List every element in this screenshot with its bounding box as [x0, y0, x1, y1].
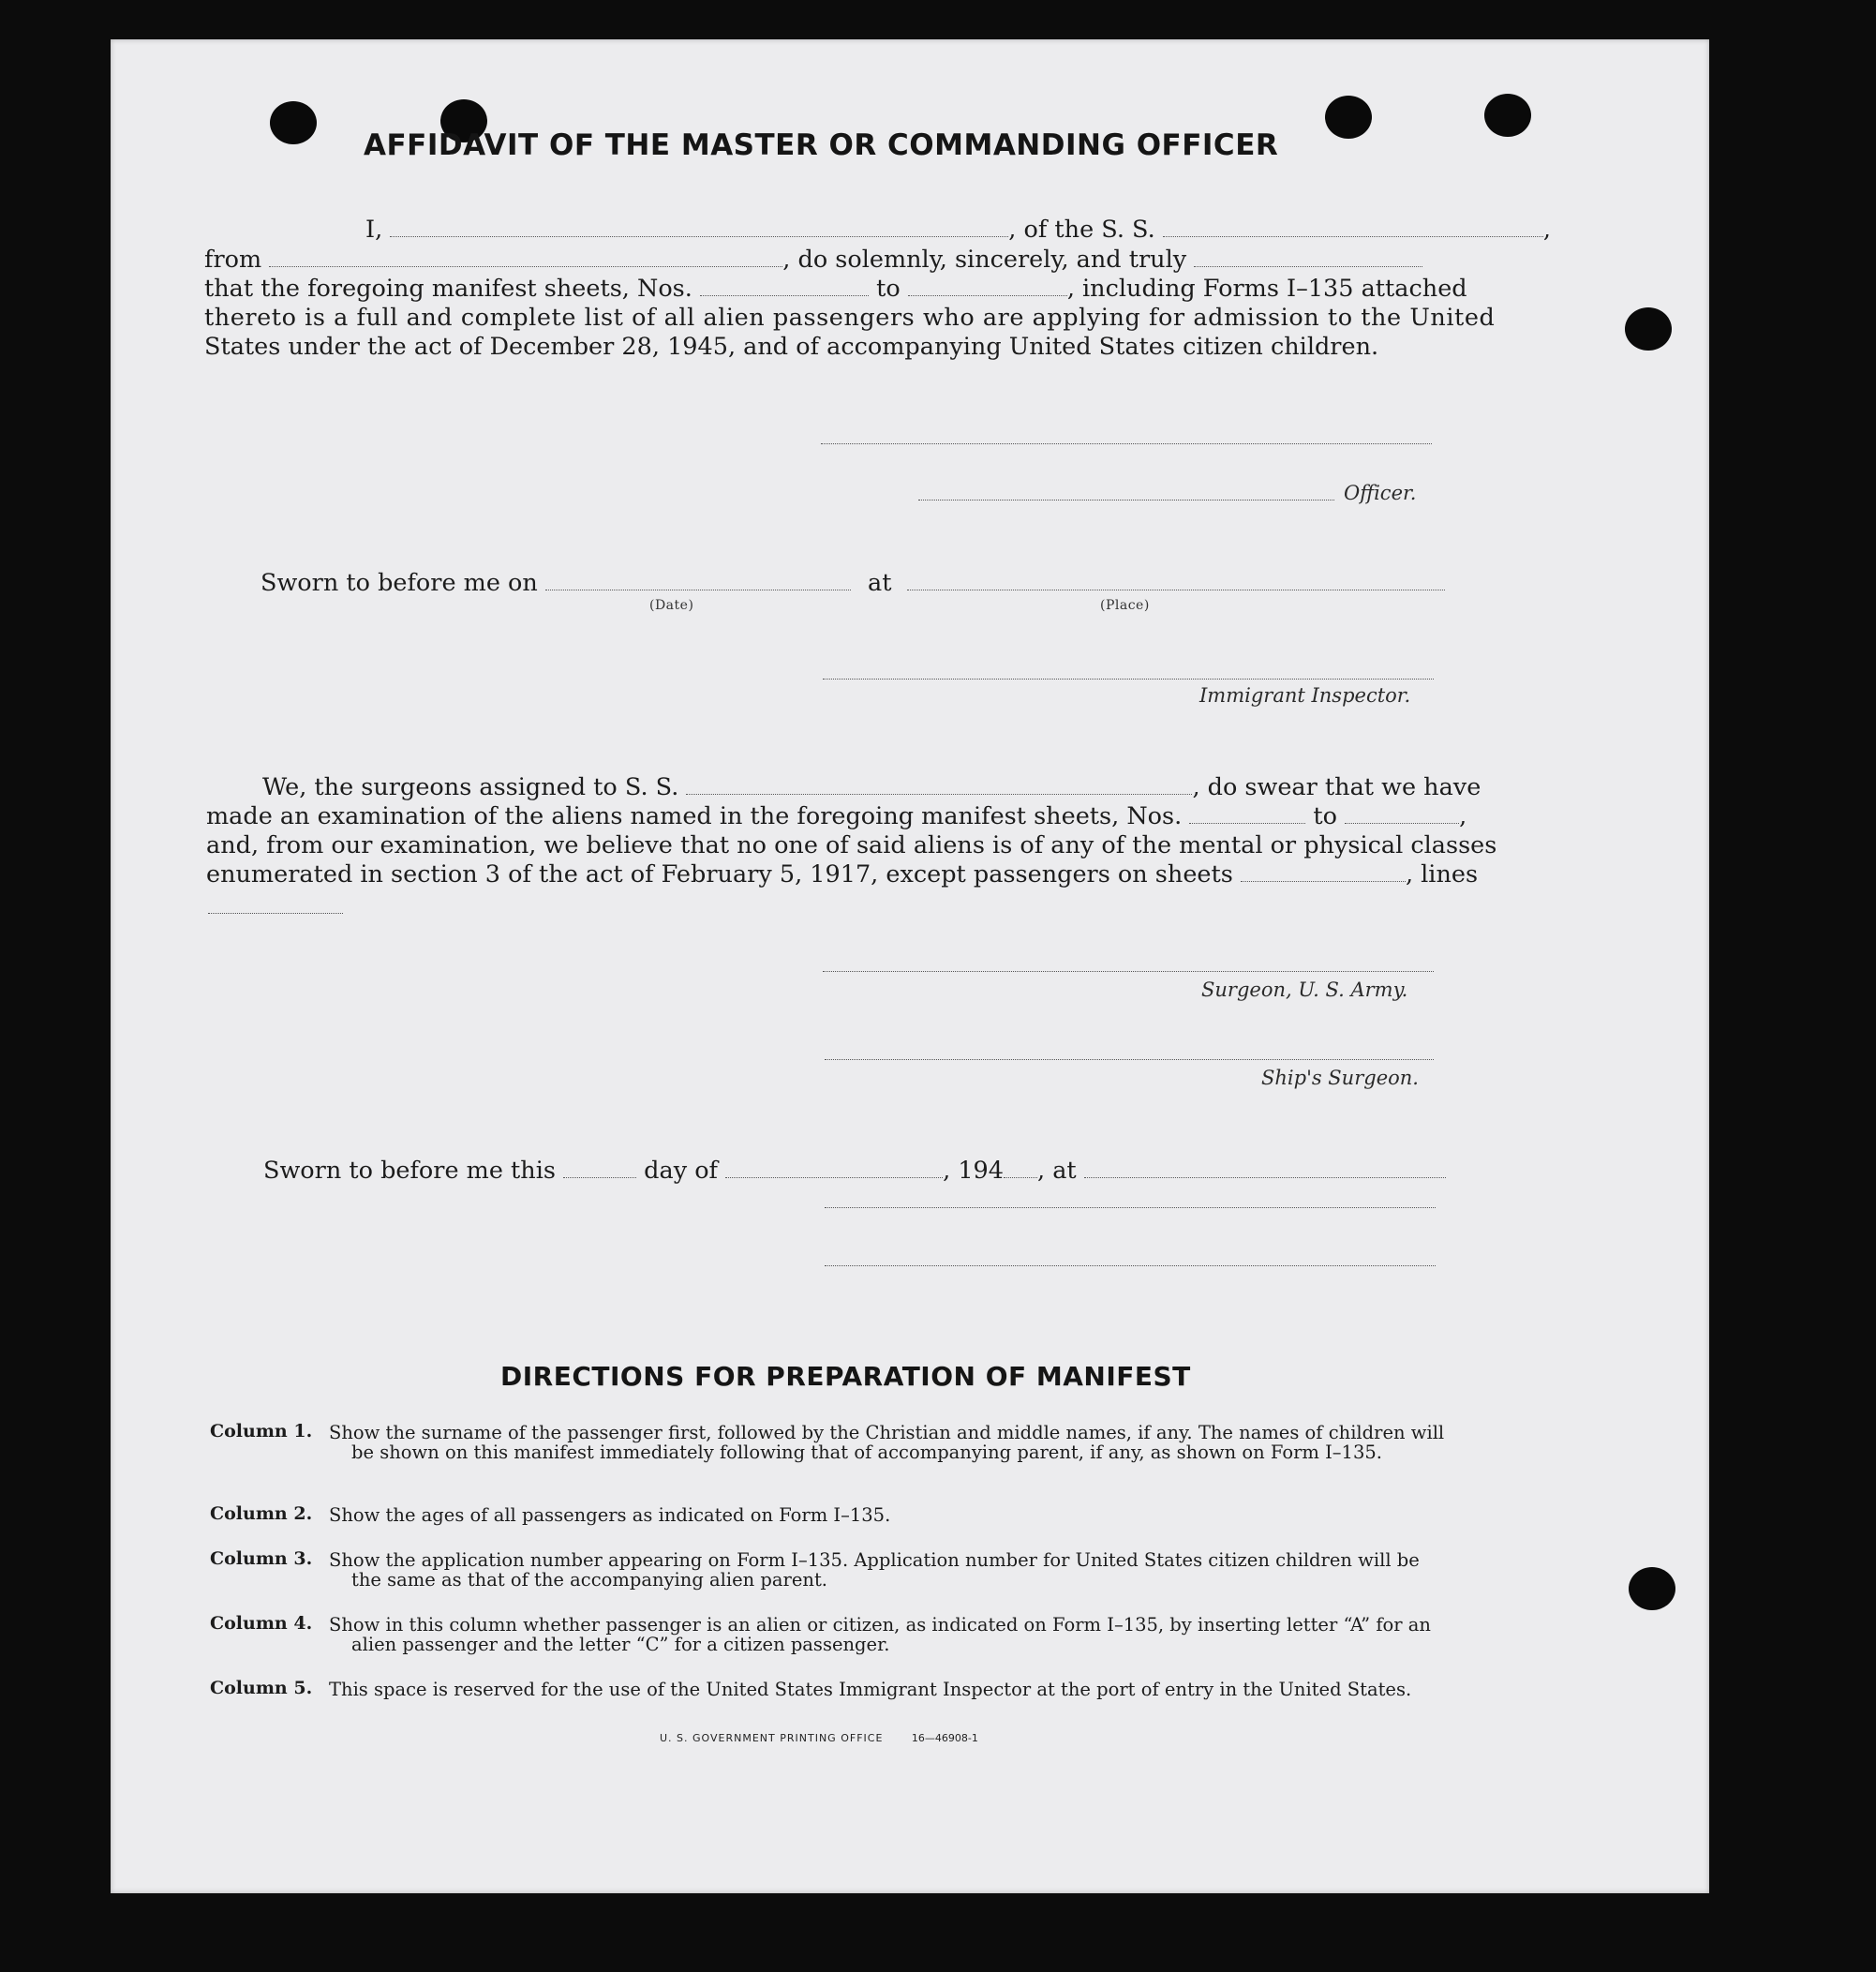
punch-hole [270, 101, 317, 144]
affidavit-text: that the foregoing manifest sheets, Nos. [204, 275, 692, 303]
printer-name: U. S. GOVERNMENT PRINTING OFFICE [660, 1732, 884, 1744]
oath-form-field[interactable] [1194, 247, 1422, 267]
surgeons-line-1 [262, 773, 1481, 802]
affidavit-text: , [1459, 802, 1467, 830]
affidavit-line-3 [204, 275, 1467, 304]
column-4-label: Column 4. [210, 1613, 313, 1634]
date-caption: (Date) [649, 598, 694, 613]
place-caption: (Place) [1100, 598, 1150, 613]
sworn-year-field[interactable] [1004, 1158, 1037, 1178]
affidavit-text: Sworn to before me this [263, 1157, 556, 1185]
inspector-caption: Immigrant Inspector. [1199, 684, 1411, 707]
officer-signature-line[interactable] [821, 443, 1432, 444]
column-4-text: Show in this column whether passenger is an alien or citizen, as indicated on Form I–135, by inserting letter “A” for an alien passenger and the letter “C” for a citizen passenger. [329, 1614, 1431, 1655]
affidavit-line-1 [251, 216, 1551, 245]
affidavit-text: enumerated in section 3 of the act of February 5, 1917, except passengers on sheets [206, 860, 1233, 889]
officer-caption: Officer. [1344, 482, 1417, 504]
sworn-day-field[interactable] [563, 1158, 636, 1178]
ships-surgeon-signature-line[interactable] [825, 1059, 1434, 1060]
affidavit-text: , do solemnly, sincerely, and truly [782, 246, 1187, 274]
affidavit-line-2 [204, 246, 1422, 275]
affidavit-text: , do swear that we have [1192, 773, 1481, 801]
ship-name-field[interactable] [1163, 217, 1543, 237]
affidavit-text: , of the S. S. [1008, 216, 1155, 244]
form-number: 16—46908-1 [911, 1732, 978, 1744]
sworn-line-2 [263, 1157, 1446, 1186]
sworn-date-field[interactable] [545, 571, 851, 590]
punch-hole [1629, 1567, 1675, 1610]
official-signature-line[interactable] [825, 1207, 1436, 1208]
affidavit-text: to [876, 275, 901, 303]
column-3-text: Show the application number appearing on Form I–135. Application number for United States citizen children will be the same as that of the accompanying alien parent. [329, 1549, 1420, 1591]
affidavit-text: day of [644, 1157, 719, 1185]
sworn-place-field[interactable] [907, 571, 1445, 590]
affidavit-text: made an examination of the aliens named in the foregoing manifest sheets, Nos. [206, 802, 1183, 830]
surgeons-sheets-to-field[interactable] [1345, 804, 1459, 824]
affidavit-text: I, [365, 216, 383, 244]
surgeons-line-3: and, from our examination, we believe that no one of said aliens is of any of the mental or physical classes [206, 831, 1497, 859]
affidavit-text: , [1542, 216, 1551, 244]
affidavit-line-5: States under the act of December 28, 1945, and of accompanying United States citizen children. [204, 333, 1379, 361]
affidavit-text: at [868, 569, 892, 597]
column-3-label: Column 3. [210, 1548, 313, 1569]
punch-hole [1484, 94, 1531, 137]
sheets-to-field[interactable] [908, 276, 1067, 296]
except-sheets-field[interactable] [1241, 862, 1406, 882]
directions-title: DIRECTIONS FOR PREPARATION OF MANIFEST [500, 1361, 1191, 1392]
column-2-text: Show the ages of all passengers as indicated on Form I–135. [329, 1504, 891, 1526]
sworn-place-field-2[interactable] [1084, 1158, 1446, 1178]
printer-imprint [660, 1732, 978, 1744]
column-5-text: This space is reserved for the use of the United States Immigrant Inspector at the port of entry in the United States. [329, 1679, 1412, 1700]
affidavit-text: , 194 [943, 1157, 1005, 1185]
affidavit-text: We, the surgeons assigned to S. S. [262, 773, 679, 801]
sworn-line-1 [261, 569, 1445, 598]
surgeons-sheets-from-field[interactable] [1189, 804, 1305, 824]
army-surgeon-caption: Surgeon, U. S. Army. [1201, 979, 1408, 1001]
column-1-label: Column 1. [210, 1421, 313, 1442]
affidavit-text: Sworn to before me on [261, 569, 538, 597]
punch-hole [1625, 307, 1672, 351]
affidavit-text: , lines [1405, 860, 1479, 889]
surgeons-line-4 [206, 860, 1478, 889]
column-2-label: Column 2. [210, 1503, 313, 1524]
affidavit-text: to [1313, 802, 1338, 830]
affidavit-line-4: thereto is a full and complete list of all alien passengers who are applying for admission to the United [204, 304, 1496, 332]
official-title-line[interactable] [825, 1265, 1436, 1266]
sworn-month-field[interactable] [725, 1158, 943, 1178]
punch-hole [1325, 96, 1372, 139]
surgeons-line-2 [206, 802, 1467, 831]
master-name-field[interactable] [390, 217, 1008, 237]
affidavit-title: AFFIDAVIT OF THE MASTER OR COMMANDING OFFICER [364, 128, 1279, 162]
affidavit-text: , at [1037, 1157, 1077, 1185]
column-5-label: Column 5. [210, 1678, 313, 1698]
inspector-signature-line[interactable] [823, 679, 1434, 680]
departure-port-field[interactable] [269, 247, 782, 267]
affidavit-text: , including Forms I–135 attached [1066, 275, 1467, 303]
affidavit-text: from [204, 246, 262, 274]
surgeons-ship-field[interactable] [686, 775, 1192, 795]
column-1-text: Show the surname of the passenger first, followed by the Christian and middle names, if any. The names of children will be shown on this manifest immediately following that of accompanying parent, if any, as shown on Form I–135. [329, 1422, 1445, 1463]
ships-surgeon-caption: Ship's Surgeon. [1261, 1067, 1419, 1089]
except-lines-field[interactable] [208, 913, 343, 914]
sheets-from-field[interactable] [700, 276, 869, 296]
army-surgeon-signature-line[interactable] [823, 971, 1434, 972]
document-page [111, 39, 1709, 1893]
